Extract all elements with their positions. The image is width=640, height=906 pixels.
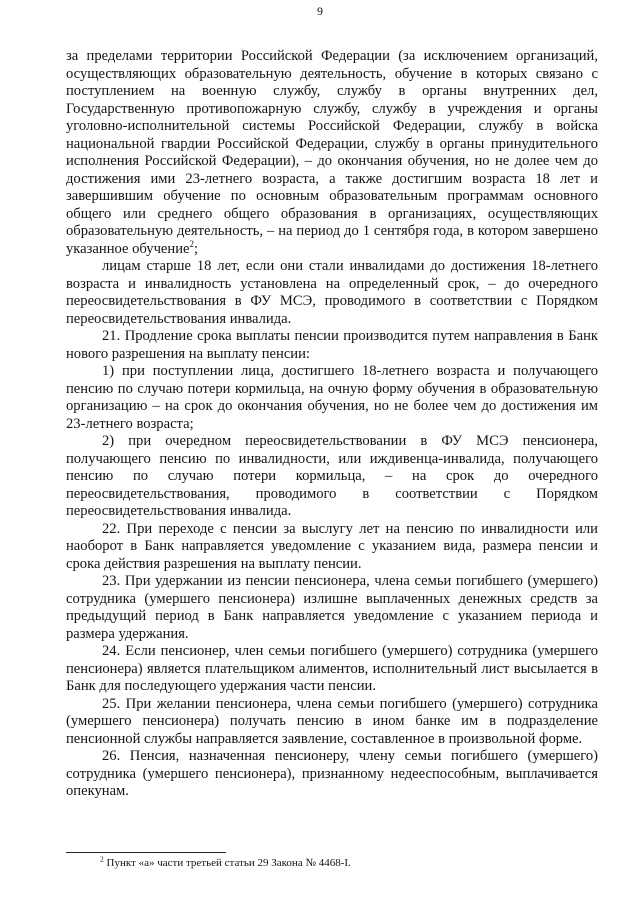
paragraph-23: 23. При удержании из пенсии пенсионера, члена семьи погибшего (умершего) сотрудника (умершего пенсионера) излишне выплаченных денежных средств за предыдущий период в Банк направляется уведомление с указанием периода и размера удержания. <box>66 573 598 642</box>
paragraph-26: 26. Пенсия, назначенная пенсионеру, члену семьи погибшего (умершего) сотрудника (умершего пенсионера), признанному недееспособным, выплачивается опекунам. <box>66 748 598 799</box>
footnote-text: Пункт «а» части третьей статьи 29 Закона № 4468-I. <box>103 857 351 869</box>
paragraph-21: 21. Продление срока выплаты пенсии производится путем направления в Банк нового разрешения на выплату пенсии: <box>66 328 598 362</box>
footnote <box>100 856 600 870</box>
paragraph-text: за пределами территории Российской Федерации (за исключением организаций, осуществляющих образовательную деятельность, обучение в которых связано с поступлением на военную службу, службу в органы внутренних дел, Государственную противопожарную службу, службу в учреждения и органы уголовно-исполнительной системы Российской Федерации, службу в войска национальной гвардии Российской Федерации, службу в органы принудительного исполнения Российской Федерации), – до окончания обучения, но не долее чем до достижения ими 23-летнего возраста, а также достигшим возраста 18 лет и завершившим обучение по основным образовательным программам основного общего или среднего общего образования в организациях, осуществляющих образовательную деятельность, – на период до 1 сентября года, в котором завершено указанное обучение <box>66 48 598 257</box>
paragraph-tail: ; <box>193 240 199 257</box>
document-body <box>66 48 598 801</box>
paragraph-24: 24. Если пенсионер, член семьи погибшего (умершего) сотрудника (умершего пенсионера) является плательщиком алиментов, исполнительный лист высылается в Банк для последующего удержания части пенсии. <box>66 643 598 694</box>
paragraph-21-item-1: 1) при поступлении лица, достигшего 18-летнего возраста и получающего пенсию по случаю потери кормильца, на очную форму обучения в образовательную организацию – на срок до окончания обучения, но не более чем до достижения им 23-летнего возраста; <box>66 363 598 432</box>
footnote-divider <box>66 852 226 853</box>
paragraph-disabled-persons: лицам старше 18 лет, если они стали инвалидами до достижения 18-летнего возраста и инвалидность установлена на определенный срок, – до очередного переосвидетельствования в ФУ МСЭ, проводимого в соответствии с Порядком переосвидетельствования инвалида. <box>66 258 598 327</box>
paragraph-continuation <box>66 48 598 258</box>
footnote-reference: 2 <box>189 238 194 249</box>
paragraph-25: 25. При желании пенсионера, члена семьи погибшего (умершего) сотрудника (умершего пенсионера) получать пенсию в ином банке им в подразделение пенсионной службы направляется заявление, составленное в произвольной форме. <box>66 695 598 747</box>
paragraph-22: 22. При переходе с пенсии за выслугу лет на пенсию по инвалидности или наоборот в Банк направляется уведомление с указанием вида, размера пенсии и срока действия разрешения на выплату пенсии. <box>66 520 598 572</box>
footnote-marker: 2 <box>100 854 104 864</box>
page-number: 9 <box>317 4 323 18</box>
paragraph-21-item-2: 2) при очередном переосвидетельствовании в ФУ МСЭ пенсионера, получающего пенсию по инвалидности, или иждивенца-инвалида, получающего пенсию по случаю потери кормильца, – на срок до очередного переосвидетельствования, проводимого в соответствии с Порядком переосвидетельствования инвалида. <box>66 433 598 519</box>
